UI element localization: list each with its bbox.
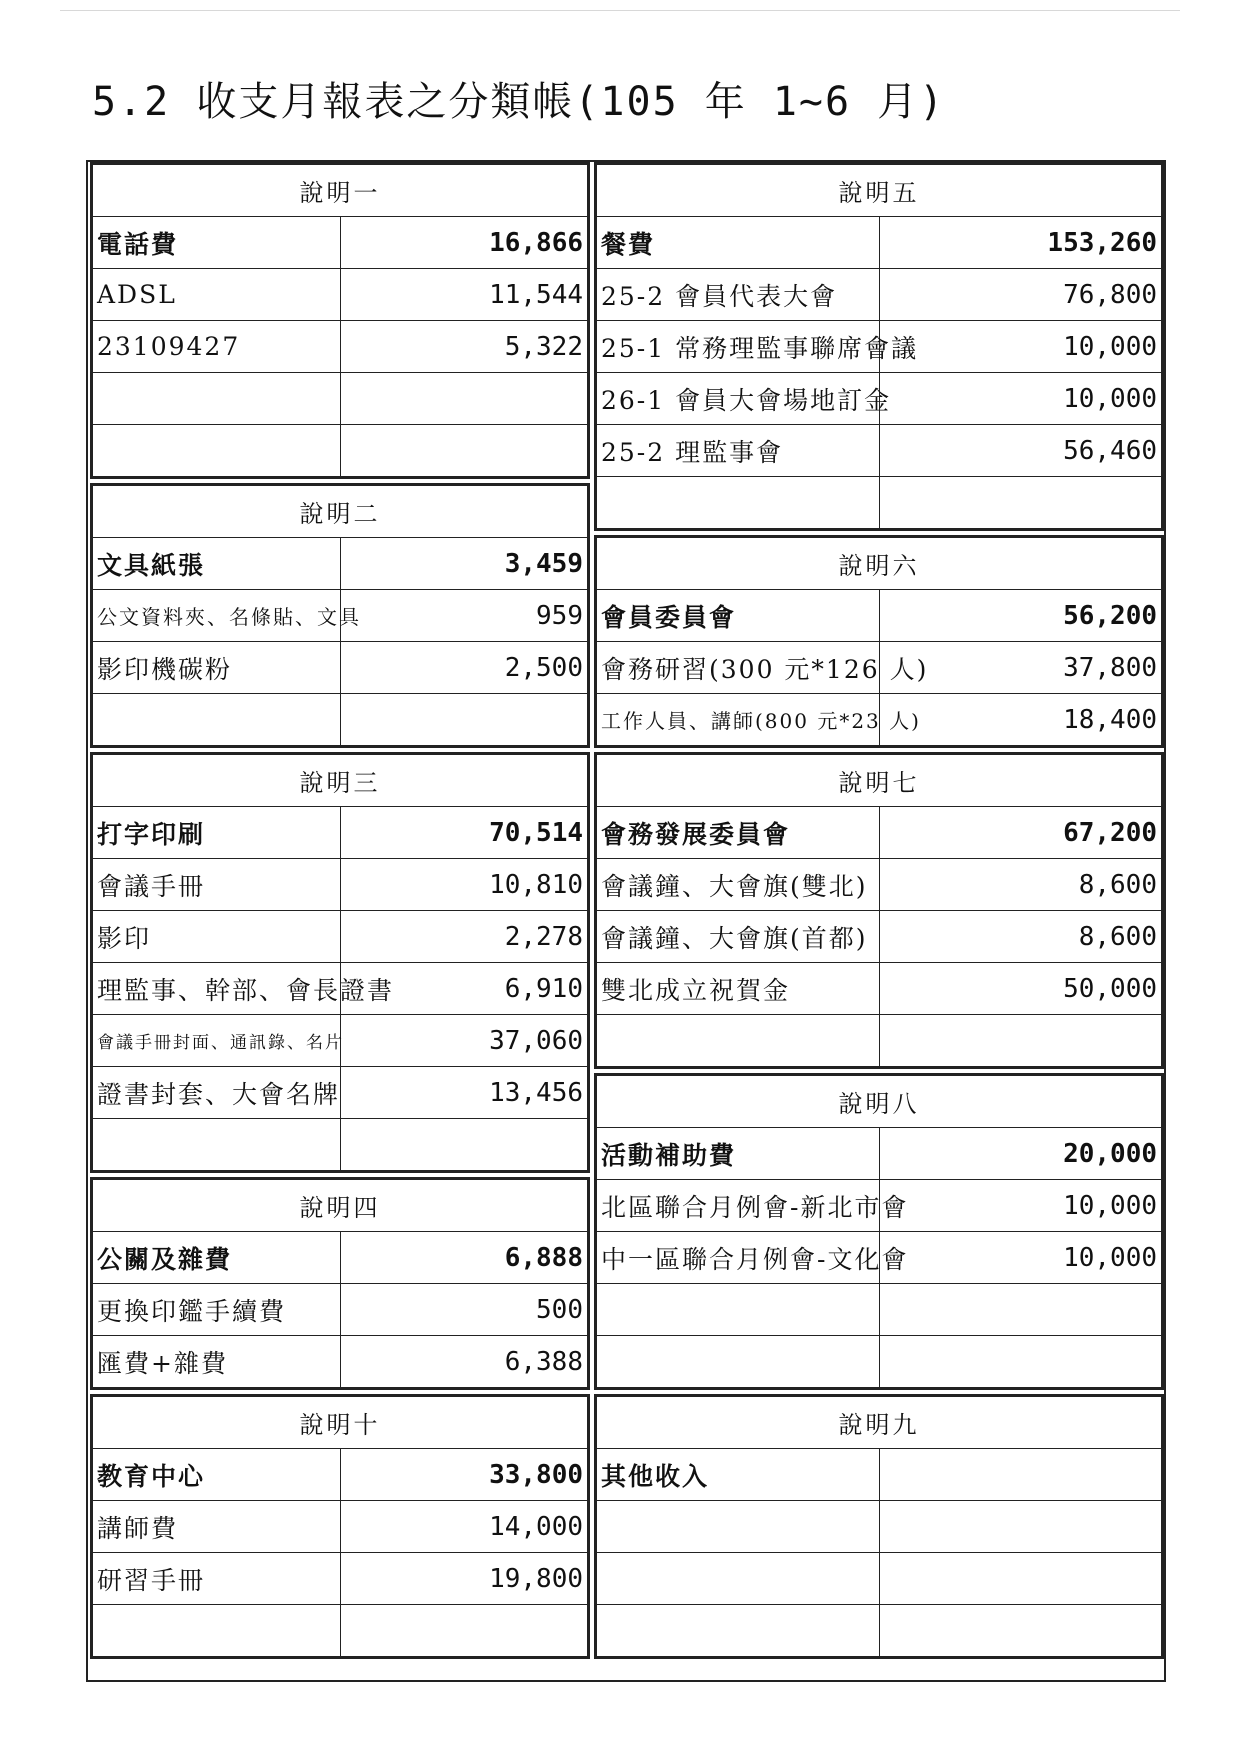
category-total-row — [93, 1449, 588, 1501]
right-column — [594, 162, 1164, 1663]
item-label: 會務發展委員會 — [597, 807, 880, 859]
section-header: 說明八 — [597, 1076, 1162, 1128]
line-item-row — [93, 1336, 588, 1388]
ledger-section-4 — [90, 1177, 590, 1390]
item-amount: 10,000 — [879, 1180, 1162, 1232]
top-rule — [60, 10, 1180, 11]
item-label: 理監事、幹部、會長證書 — [93, 963, 341, 1015]
empty-row — [597, 1015, 1162, 1067]
section-header-row — [93, 1180, 588, 1232]
item-amount: 16,866 — [340, 217, 588, 269]
item-amount: 6,910 — [340, 963, 588, 1015]
item-label: 更換印鑑手續費 — [93, 1284, 341, 1336]
line-item-row — [597, 642, 1162, 694]
item-amount: 10,810 — [340, 859, 588, 911]
ledger-table — [92, 485, 588, 746]
item-amount — [340, 425, 588, 477]
section-header: 說明九 — [597, 1397, 1162, 1449]
ledger-section-8 — [594, 1073, 1164, 1390]
line-item-row — [93, 1067, 588, 1119]
item-label: 26-1 會員大會場地訂金 — [597, 373, 880, 425]
empty-row — [93, 1605, 588, 1657]
item-label: 北區聯合月例會-新北市會 — [597, 1180, 880, 1232]
section-header-row — [93, 165, 588, 217]
item-amount: 2,278 — [340, 911, 588, 963]
item-label: 其他收入 — [597, 1449, 880, 1501]
ledger-section-6 — [594, 535, 1164, 748]
item-label — [93, 1119, 341, 1171]
item-amount: 50,000 — [879, 963, 1162, 1015]
line-item-row — [93, 911, 588, 963]
left-column — [90, 162, 590, 1663]
section-header: 說明三 — [93, 755, 588, 807]
section-header-row — [93, 1397, 588, 1449]
section-header-row — [93, 755, 588, 807]
item-amount — [879, 1336, 1162, 1388]
item-amount: 8,600 — [879, 859, 1162, 911]
ledger-table — [596, 164, 1162, 529]
item-amount — [879, 1605, 1162, 1657]
item-amount: 67,200 — [879, 807, 1162, 859]
section-header: 說明六 — [597, 538, 1162, 590]
line-item-row — [93, 642, 588, 694]
item-label: 中一區聯合月例會-文化會 — [597, 1232, 880, 1284]
line-item-row — [93, 1284, 588, 1336]
line-item-row — [93, 590, 588, 642]
section-header: 說明五 — [597, 165, 1162, 217]
ledger-table — [596, 1075, 1162, 1388]
category-total-row — [597, 590, 1162, 642]
item-amount: 959 — [340, 590, 588, 642]
ledger-table — [92, 754, 588, 1171]
category-total-row — [93, 807, 588, 859]
category-total-row — [597, 1128, 1162, 1180]
empty-row — [93, 694, 588, 746]
section-header-row — [93, 486, 588, 538]
item-label: 工作人員、講師(800 元*23 人) — [597, 694, 880, 746]
ledger-section-7 — [594, 752, 1164, 1069]
item-amount: 13,456 — [340, 1067, 588, 1119]
item-amount — [879, 1015, 1162, 1067]
item-amount — [340, 694, 588, 746]
item-amount: 10,000 — [879, 321, 1162, 373]
item-label: 會議鐘、大會旗(雙北) — [597, 859, 880, 911]
ledger-section-2 — [90, 483, 590, 748]
empty-row — [597, 477, 1162, 529]
ledger-table — [92, 1396, 588, 1657]
line-item-row — [597, 321, 1162, 373]
empty-row — [597, 1553, 1162, 1605]
ledger-table — [596, 537, 1162, 746]
item-amount: 11,544 — [340, 269, 588, 321]
item-amount — [879, 1501, 1162, 1553]
section-header-row — [597, 1076, 1162, 1128]
item-label: 雙北成立祝賀金 — [597, 963, 880, 1015]
item-amount: 20,000 — [879, 1128, 1162, 1180]
item-label: ADSL — [93, 269, 341, 321]
item-label: 25-2 理監事會 — [597, 425, 880, 477]
section-header: 說明二 — [93, 486, 588, 538]
item-amount: 33,800 — [340, 1449, 588, 1501]
category-total-row — [597, 1449, 1162, 1501]
line-item-row — [93, 1501, 588, 1553]
category-total-row — [93, 538, 588, 590]
item-amount: 37,060 — [340, 1015, 588, 1067]
section-header-row — [597, 1397, 1162, 1449]
item-amount — [340, 1605, 588, 1657]
item-label: 教育中心 — [93, 1449, 341, 1501]
line-item-row — [93, 1553, 588, 1605]
category-total-row — [93, 1232, 588, 1284]
empty-row — [93, 373, 588, 425]
item-label — [93, 694, 341, 746]
item-label: 23109427 — [93, 321, 341, 373]
item-label: 影印 — [93, 911, 341, 963]
item-amount: 2,500 — [340, 642, 588, 694]
item-amount: 6,388 — [340, 1336, 588, 1388]
line-item-row — [597, 911, 1162, 963]
line-item-row — [597, 269, 1162, 321]
item-label: 會議手冊封面、通訊錄、名片 — [93, 1015, 341, 1067]
line-item-row — [93, 321, 588, 373]
ledger-section-3 — [90, 752, 590, 1173]
item-label: 匯費+雜費 — [93, 1336, 341, 1388]
ledger-section-5 — [594, 162, 1164, 531]
ledger-table — [596, 1396, 1162, 1657]
line-item-row — [597, 859, 1162, 911]
item-amount — [340, 1119, 588, 1171]
line-item-row — [93, 269, 588, 321]
line-item-row — [597, 373, 1162, 425]
item-label: 活動補助費 — [597, 1128, 880, 1180]
item-label — [597, 1015, 880, 1067]
item-label: 會議手冊 — [93, 859, 341, 911]
item-label: 公文資料夾、名條貼、文具 — [93, 590, 341, 642]
item-label — [597, 1501, 880, 1553]
item-label: 25-2 會員代表大會 — [597, 269, 880, 321]
item-label: 公關及雜費 — [93, 1232, 341, 1284]
ledger-table — [92, 1179, 588, 1388]
section-header: 說明四 — [93, 1180, 588, 1232]
item-label — [597, 477, 880, 529]
section-header: 說明一 — [93, 165, 588, 217]
ledger-table — [596, 754, 1162, 1067]
item-amount: 500 — [340, 1284, 588, 1336]
empty-row — [597, 1605, 1162, 1657]
item-amount — [879, 477, 1162, 529]
line-item-row — [597, 425, 1162, 477]
ledger-section-9 — [594, 1394, 1164, 1659]
page-title: 5.2 收支月報表之分類帳(105 年 1~6 月) — [92, 79, 946, 125]
item-label — [93, 373, 341, 425]
item-label: 25-1 常務理監事聯席會議 — [597, 321, 880, 373]
empty-row — [597, 1336, 1162, 1388]
item-amount: 56,460 — [879, 425, 1162, 477]
item-amount: 19,800 — [340, 1553, 588, 1605]
item-label — [597, 1284, 880, 1336]
item-label: 證書封套、大會名牌 — [93, 1067, 341, 1119]
section-header: 說明七 — [597, 755, 1162, 807]
line-item-row — [597, 694, 1162, 746]
item-label: 會議鐘、大會旗(首都) — [597, 911, 880, 963]
line-item-row — [93, 1015, 588, 1067]
line-item-row — [93, 963, 588, 1015]
item-label — [597, 1553, 880, 1605]
category-total-row — [93, 217, 588, 269]
empty-row — [597, 1501, 1162, 1553]
item-amount: 76,800 — [879, 269, 1162, 321]
item-amount: 70,514 — [340, 807, 588, 859]
line-item-row — [597, 1180, 1162, 1232]
item-label — [93, 425, 341, 477]
item-label: 文具紙張 — [93, 538, 341, 590]
item-amount: 5,322 — [340, 321, 588, 373]
section-header-row — [597, 755, 1162, 807]
item-amount — [879, 1284, 1162, 1336]
section-header: 說明十 — [93, 1397, 588, 1449]
item-label: 會員委員會 — [597, 590, 880, 642]
ledger-frame — [86, 160, 1166, 1682]
item-amount: 18,400 — [879, 694, 1162, 746]
section-header-row — [597, 538, 1162, 590]
item-amount: 153,260 — [879, 217, 1162, 269]
category-total-row — [597, 807, 1162, 859]
item-amount: 56,200 — [879, 590, 1162, 642]
item-label — [93, 1605, 341, 1657]
category-total-row — [597, 217, 1162, 269]
section-header-row — [597, 165, 1162, 217]
item-amount: 6,888 — [340, 1232, 588, 1284]
item-label — [597, 1605, 880, 1657]
empty-row — [597, 1284, 1162, 1336]
item-amount — [340, 373, 588, 425]
item-label: 餐費 — [597, 217, 880, 269]
item-label: 影印機碳粉 — [93, 642, 341, 694]
ledger-section-10 — [90, 1394, 590, 1659]
item-label: 電話費 — [93, 217, 341, 269]
ledger-section-1 — [90, 162, 590, 479]
item-amount: 10,000 — [879, 373, 1162, 425]
item-amount — [879, 1553, 1162, 1605]
item-label: 研習手冊 — [93, 1553, 341, 1605]
item-amount: 8,600 — [879, 911, 1162, 963]
line-item-row — [597, 1232, 1162, 1284]
line-item-row — [597, 963, 1162, 1015]
item-amount: 3,459 — [340, 538, 588, 590]
empty-row — [93, 1119, 588, 1171]
item-amount: 37,800 — [879, 642, 1162, 694]
line-item-row — [93, 859, 588, 911]
empty-row — [93, 425, 588, 477]
ledger-table — [92, 164, 588, 477]
item-label: 會務研習(300 元*126 人) — [597, 642, 880, 694]
item-amount: 10,000 — [879, 1232, 1162, 1284]
item-label — [597, 1336, 880, 1388]
item-label: 講師費 — [93, 1501, 341, 1553]
item-amount — [879, 1449, 1162, 1501]
item-amount: 14,000 — [340, 1501, 588, 1553]
item-label: 打字印刷 — [93, 807, 341, 859]
